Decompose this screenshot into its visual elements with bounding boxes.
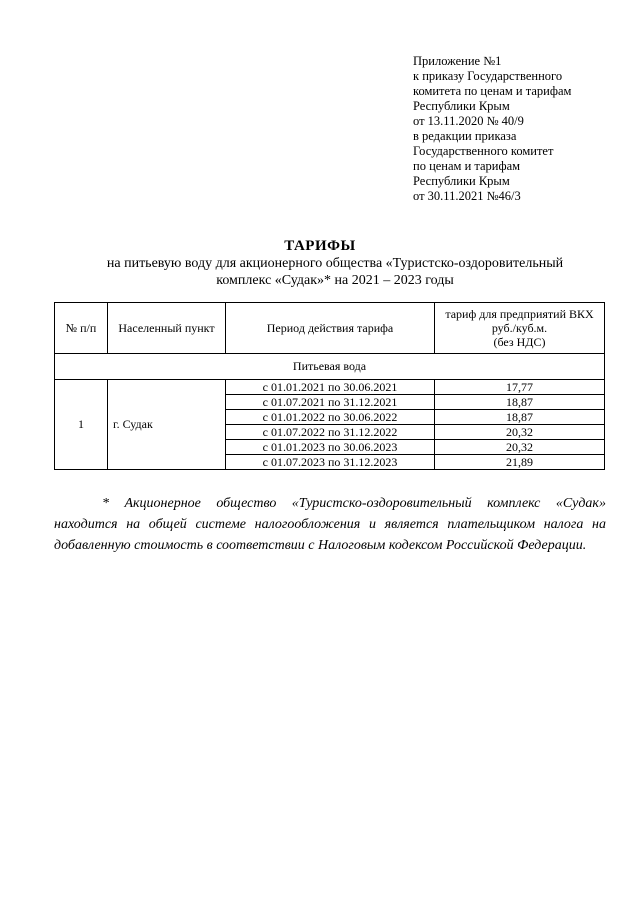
row-price: 20,32: [435, 425, 605, 440]
appendix-line: Республики Крым: [413, 174, 510, 188]
appendix-line: от 13.11.2020 № 40/9: [413, 114, 524, 128]
header-tariff-vat: (без НДС): [493, 335, 546, 349]
appendix-line: от 30.11.2021 №46/3: [413, 189, 521, 203]
appendix-line: по ценам и тарифам: [413, 159, 521, 173]
row-price: 18,87: [435, 410, 605, 425]
appendix-line: комитета по ценам и тарифам: [413, 84, 572, 98]
table-row: [55, 380, 605, 395]
header-locality: Населенный пункт: [108, 303, 226, 354]
row-period: с 01.07.2021 по 31.12.2021: [226, 395, 435, 410]
document-title: ТАРИФЫ: [284, 238, 356, 254]
section-label: Питьевая вода: [55, 354, 605, 380]
appendix-block: [413, 54, 571, 204]
row-locality: г. Судак: [108, 380, 226, 470]
appendix-line: Республики Крым: [413, 99, 510, 113]
subtitle-line: на питьевую воду для акционерного общества «Туристско-оздоровительный: [106, 256, 564, 271]
header-number: № п/п: [55, 303, 108, 354]
row-period: с 01.01.2021 по 30.06.2021: [226, 380, 435, 395]
header-tariff: [435, 303, 605, 354]
table-header-row: [55, 303, 605, 354]
row-period: с 01.07.2023 по 31.12.2023: [226, 455, 435, 470]
appendix-line: Приложение №1: [413, 54, 502, 68]
header-period: Период действия тарифа: [226, 303, 435, 354]
header-tariff-unit: руб./куб.м.: [491, 321, 548, 335]
section-row: [55, 354, 605, 380]
tariff-table: [54, 302, 605, 470]
appendix-line: Государственного комитет: [413, 144, 554, 158]
row-price: 20,32: [435, 440, 605, 455]
footnote: * Акционерное общество «Туристско-оздоровительный комплекс «Судак» находится на общей системе налогообложения и является плательщиком налога на добавленную стоимость в соответствии с Налоговым кодексом Российской Федерации.: [54, 496, 606, 553]
header-tariff-line: тариф для предприятий ВКХ: [445, 307, 594, 321]
document-subtitle: [70, 255, 600, 289]
row-price: 18,87: [435, 395, 605, 410]
row-price: 17,77: [435, 380, 605, 395]
row-number: 1: [55, 380, 108, 470]
row-period: с 01.07.2022 по 31.12.2022: [226, 425, 435, 440]
subtitle-line: комплекс «Судак»* на 2021 – 2023 годы: [216, 273, 454, 288]
appendix-line: к приказу Государственного: [413, 69, 563, 83]
row-period: с 01.01.2022 по 30.06.2022: [226, 410, 435, 425]
row-price: 21,89: [435, 455, 605, 470]
row-period: с 01.01.2023 по 30.06.2023: [226, 440, 435, 455]
appendix-line: в редакции приказа: [413, 129, 517, 143]
